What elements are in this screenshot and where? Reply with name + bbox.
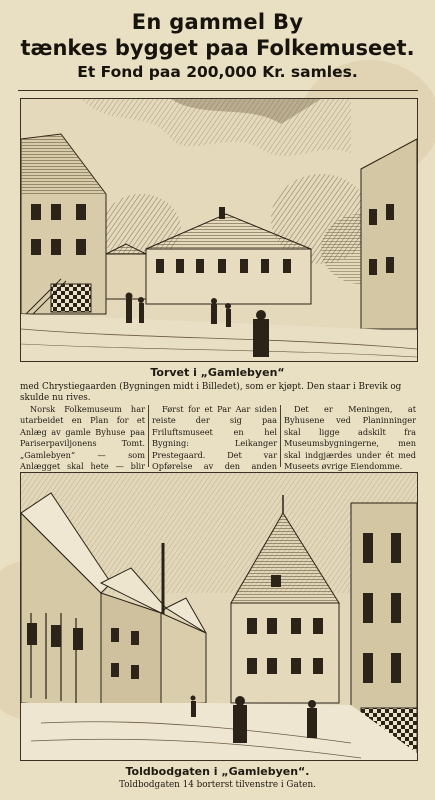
column-1-paragraph: Norsk Folkemuseum har utarbeidet en Plan for et Anlæg av gamle Byhuse paa Pariserpaviljonens Tomt. „Gamlebyen“ — som Anlægget skal hete — blir bbox=[20, 404, 145, 472]
column-divider bbox=[148, 405, 149, 467]
figure2-subcaption: Toldbodgaten 14 borterst tilvenstre i Gaten. bbox=[119, 780, 316, 790]
illustration-toldbodgaten-street bbox=[20, 472, 418, 761]
headline-line-2: tænkes bygget paa Folkemuseet. bbox=[20, 36, 415, 60]
figure1-subcaption: med Chrystiegaarden (Bygningen midt i Billedet), som er kjøpt. Den staar i Brevik og skulde nu rives. bbox=[20, 382, 402, 403]
column-3-paragraph-1: Det er Meningen, at Byhusene ved Planinninger skal ligge adskilt fra Museumsbygningerne, men skal indgjærdes under ét med Museets øvrige Eiendomme. bbox=[284, 404, 416, 472]
column-divider bbox=[280, 405, 281, 467]
illustration-town-square bbox=[20, 98, 418, 362]
column-2-paragraph: Først for et Par Aar siden reiste der sig paa Friluftsmuseet en hel Bygning: Leikanger Prestegaard. Det var Opførelse av den anden bbox=[152, 404, 277, 472]
headline-line-1: En gammel By bbox=[131, 10, 304, 34]
figure1-caption: Torvet i „Gamlebyen“ bbox=[150, 366, 285, 379]
headline-rule bbox=[18, 90, 418, 91]
street-engraving bbox=[21, 473, 417, 760]
headline-line-3: Et Fond paa 200,000 Kr. samles. bbox=[77, 63, 358, 81]
town-square-engraving bbox=[21, 99, 417, 361]
figure2-caption: Toldbodgaten i „Gamlebyen“. bbox=[125, 765, 310, 778]
